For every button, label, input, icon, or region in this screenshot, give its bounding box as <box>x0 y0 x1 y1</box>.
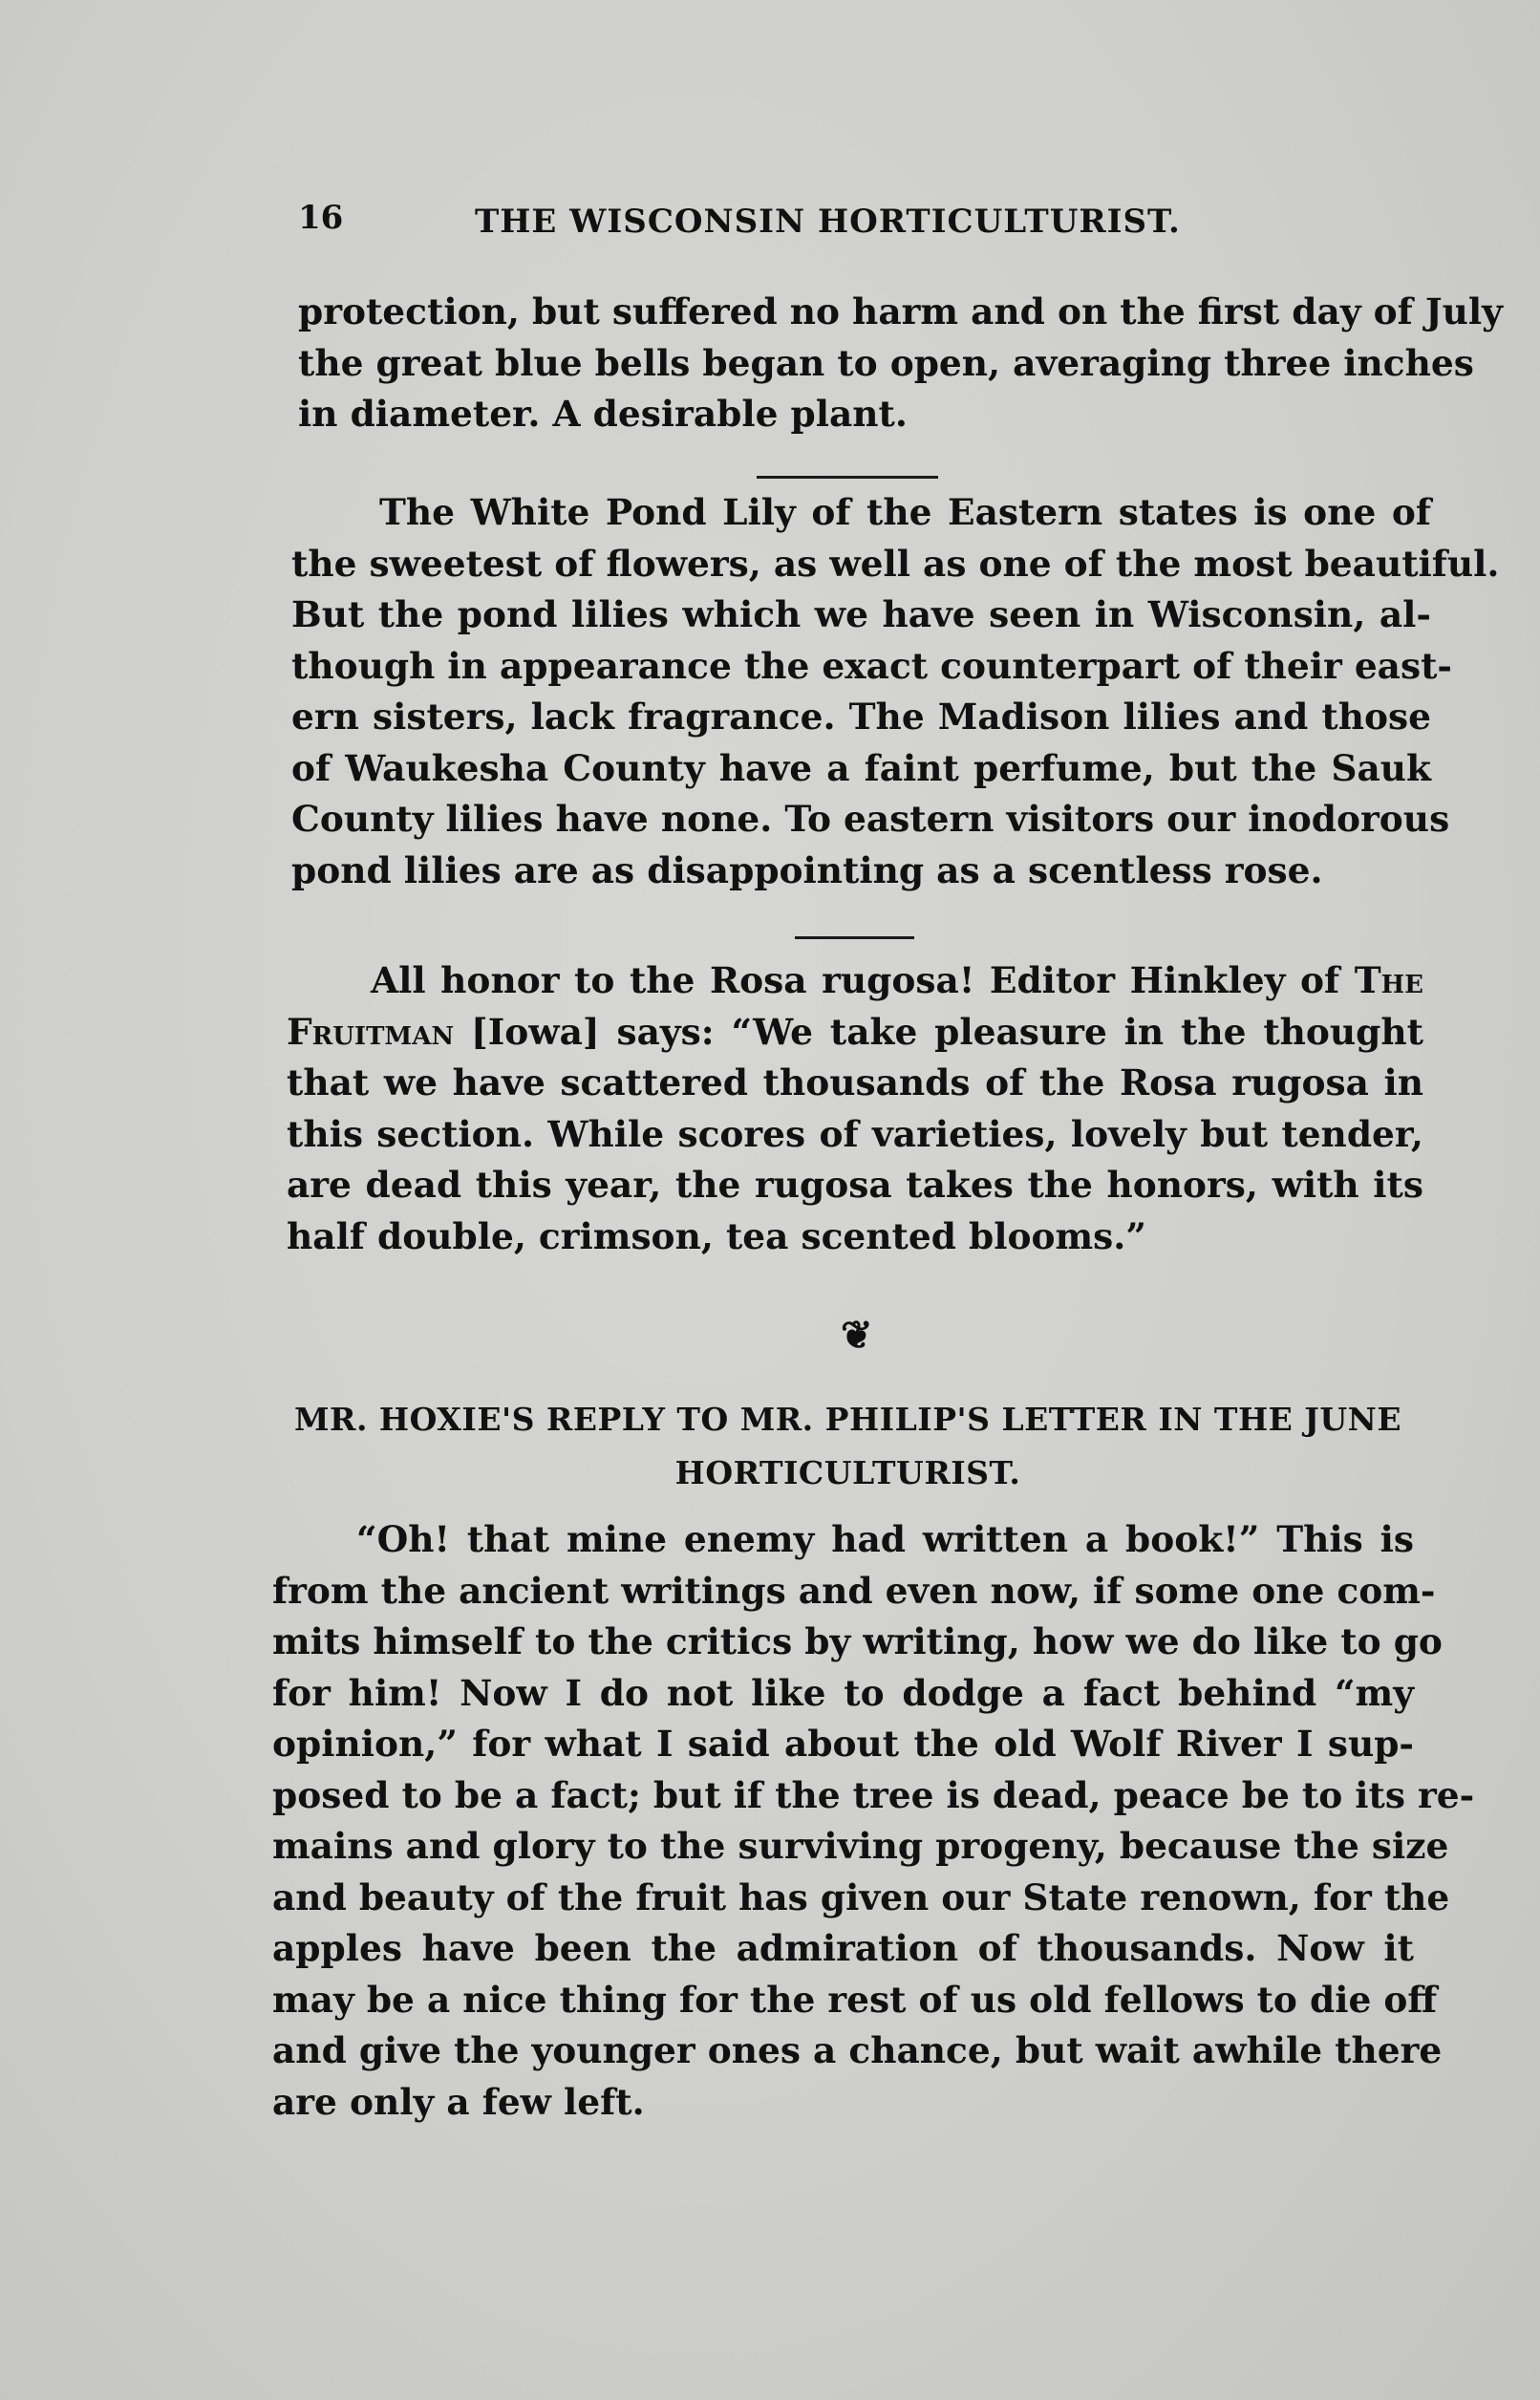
publication-name: Fruitman <box>287 1010 455 1053</box>
text-line: mits himself to the critics by writing, how we do like to go <box>272 1620 1443 1662</box>
text-line: are dead this year, the rugosa takes the honors, with its <box>287 1164 1423 1206</box>
section-heading <box>277 1393 1419 1500</box>
page-header <box>298 199 1253 246</box>
text-line: and beauty of the fruit has given our State renown, for the <box>272 1875 1450 1918</box>
text-line: ern sisters, lack fragrance. The Madison lilies and those <box>291 696 1431 738</box>
text-line: are only a few left. <box>272 2080 645 2123</box>
text-line: the sweetest of flowers, as well as one of the most beautiful. <box>291 542 1500 585</box>
running-title: THE WISCONSIN HORTICULTURIST. <box>475 203 1181 241</box>
paragraph-3 <box>287 955 1423 1262</box>
section-divider-rule <box>795 936 914 939</box>
text-line: for him! Now I do not like to dodge a fact behind “my <box>272 1671 1414 1714</box>
text-line: the great blue bells began to open, averaging three inches <box>298 341 1474 384</box>
text-line: But the pond lilies which we have seen in Wisconsin, al- <box>291 593 1431 635</box>
text-line: “Oh! that mine enemy had written a book!” This is <box>356 1518 1414 1560</box>
text-line: protection, but suffered no harm and on the first day of July <box>298 290 1503 332</box>
text-run: [Iowa] says: “We take pleasure in the thought <box>454 1010 1423 1053</box>
text-line <box>287 1007 1423 1059</box>
fleuron-ornament: ❦ <box>841 1313 873 1358</box>
text-line: opinion,” for what I said about the old Wolf River I sup- <box>272 1723 1414 1765</box>
section-divider-rule <box>757 476 938 479</box>
publication-name: The <box>1354 959 1423 1001</box>
text-line: and give the younger ones a chance, but wait awhile there <box>272 2029 1443 2071</box>
paragraph-2 <box>291 487 1500 896</box>
text-line: of Waukesha County have a faint perfume, but the Sauk <box>291 746 1431 789</box>
paragraph-1 <box>298 287 1503 440</box>
text-line: in diameter. A desirable plant. <box>298 393 908 435</box>
section-heading-line: MR. HOXIE'S REPLY TO MR. PHILIP'S LETTER IN THE JUNE <box>294 1401 1401 1438</box>
text-line: may be a nice thing for the rest of us old fellows to die off <box>272 1978 1438 2021</box>
text-line <box>287 955 1423 1007</box>
text-line: County lilies have none. To eastern visitors our inodorous <box>291 798 1450 840</box>
text-line: pond lilies are as disappointing as a scentless rose. <box>291 848 1323 891</box>
page-number: 16 <box>298 199 344 237</box>
text-line: from the ancient writings and even now, if some one com- <box>272 1569 1436 1612</box>
text-line: though in appearance the exact counterpart of their east- <box>291 644 1452 687</box>
text-line: half double, crimson, tea scented blooms.” <box>287 1214 1146 1257</box>
letter-body <box>272 1514 1475 2128</box>
text-line: mains and glory to the surviving progeny, because the size <box>272 1825 1449 1867</box>
text-line: apples have been the admiration of thousands. Now it <box>272 1927 1414 1969</box>
text-line: that we have scattered thousands of the Rosa rugosa in <box>287 1061 1423 1104</box>
text-line: posed to be a fact; but if the tree is dead, peace be to its re- <box>272 1773 1475 1816</box>
text-run: All honor to the Rosa rugosa! Editor Hinkley of <box>371 959 1355 1001</box>
section-heading-line: HORTICULTURIST. <box>674 1454 1021 1491</box>
text-line: this section. While scores of varieties, lovely but tender, <box>287 1112 1423 1155</box>
text-line: The White Pond Lily of the Eastern states is one of <box>379 491 1431 533</box>
